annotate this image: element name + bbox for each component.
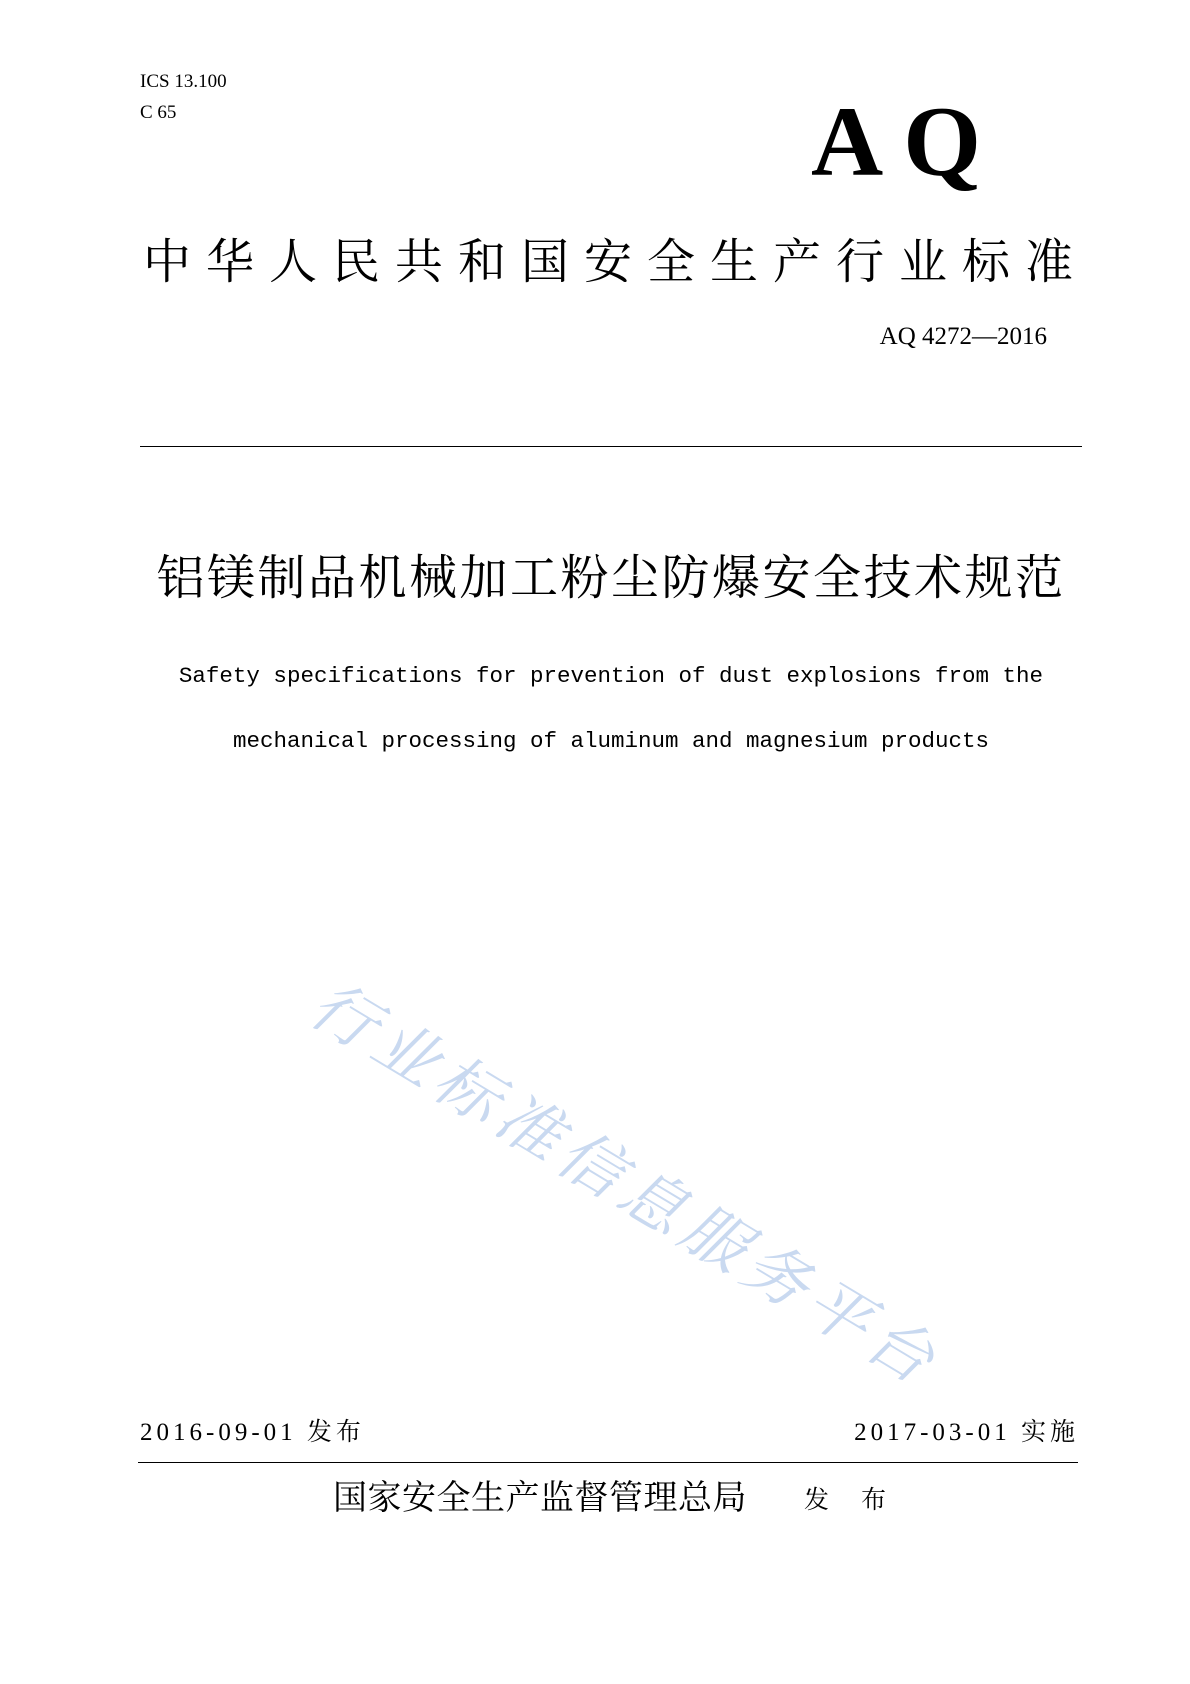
title-english-line-1: Safety specifications for prevention of dust explosions from the — [178, 663, 1044, 689]
standard-category-heading: 中华人民共和国安全生产行业标准 — [143, 234, 1089, 290]
issue-date: 2016-09-01 发布 — [140, 1419, 365, 1446]
title-english-line-2: mechanical processing of aluminum and magnesium products — [232, 728, 990, 754]
title-chinese: 铝镁制品机械加工粉尘防爆安全技术规范 — [156, 550, 1066, 606]
issuing-authority: 国家安全生产监督管理总局 — [333, 1478, 747, 1518]
standard-number: AQ 4272—2016 — [879, 323, 1047, 350]
aq-logo: AQ — [811, 86, 1001, 197]
ccs-code: C 65 — [140, 102, 177, 123]
ics-code: ICS 13.100 — [140, 71, 227, 92]
issuing-action-label: 发 布 — [804, 1485, 886, 1514]
implementation-date: 2017-03-01 实施 — [854, 1419, 1079, 1446]
watermark-text: 行业标准信息服务平台 — [297, 967, 953, 1403]
top-divider — [140, 446, 1082, 447]
bottom-divider — [138, 1462, 1078, 1463]
